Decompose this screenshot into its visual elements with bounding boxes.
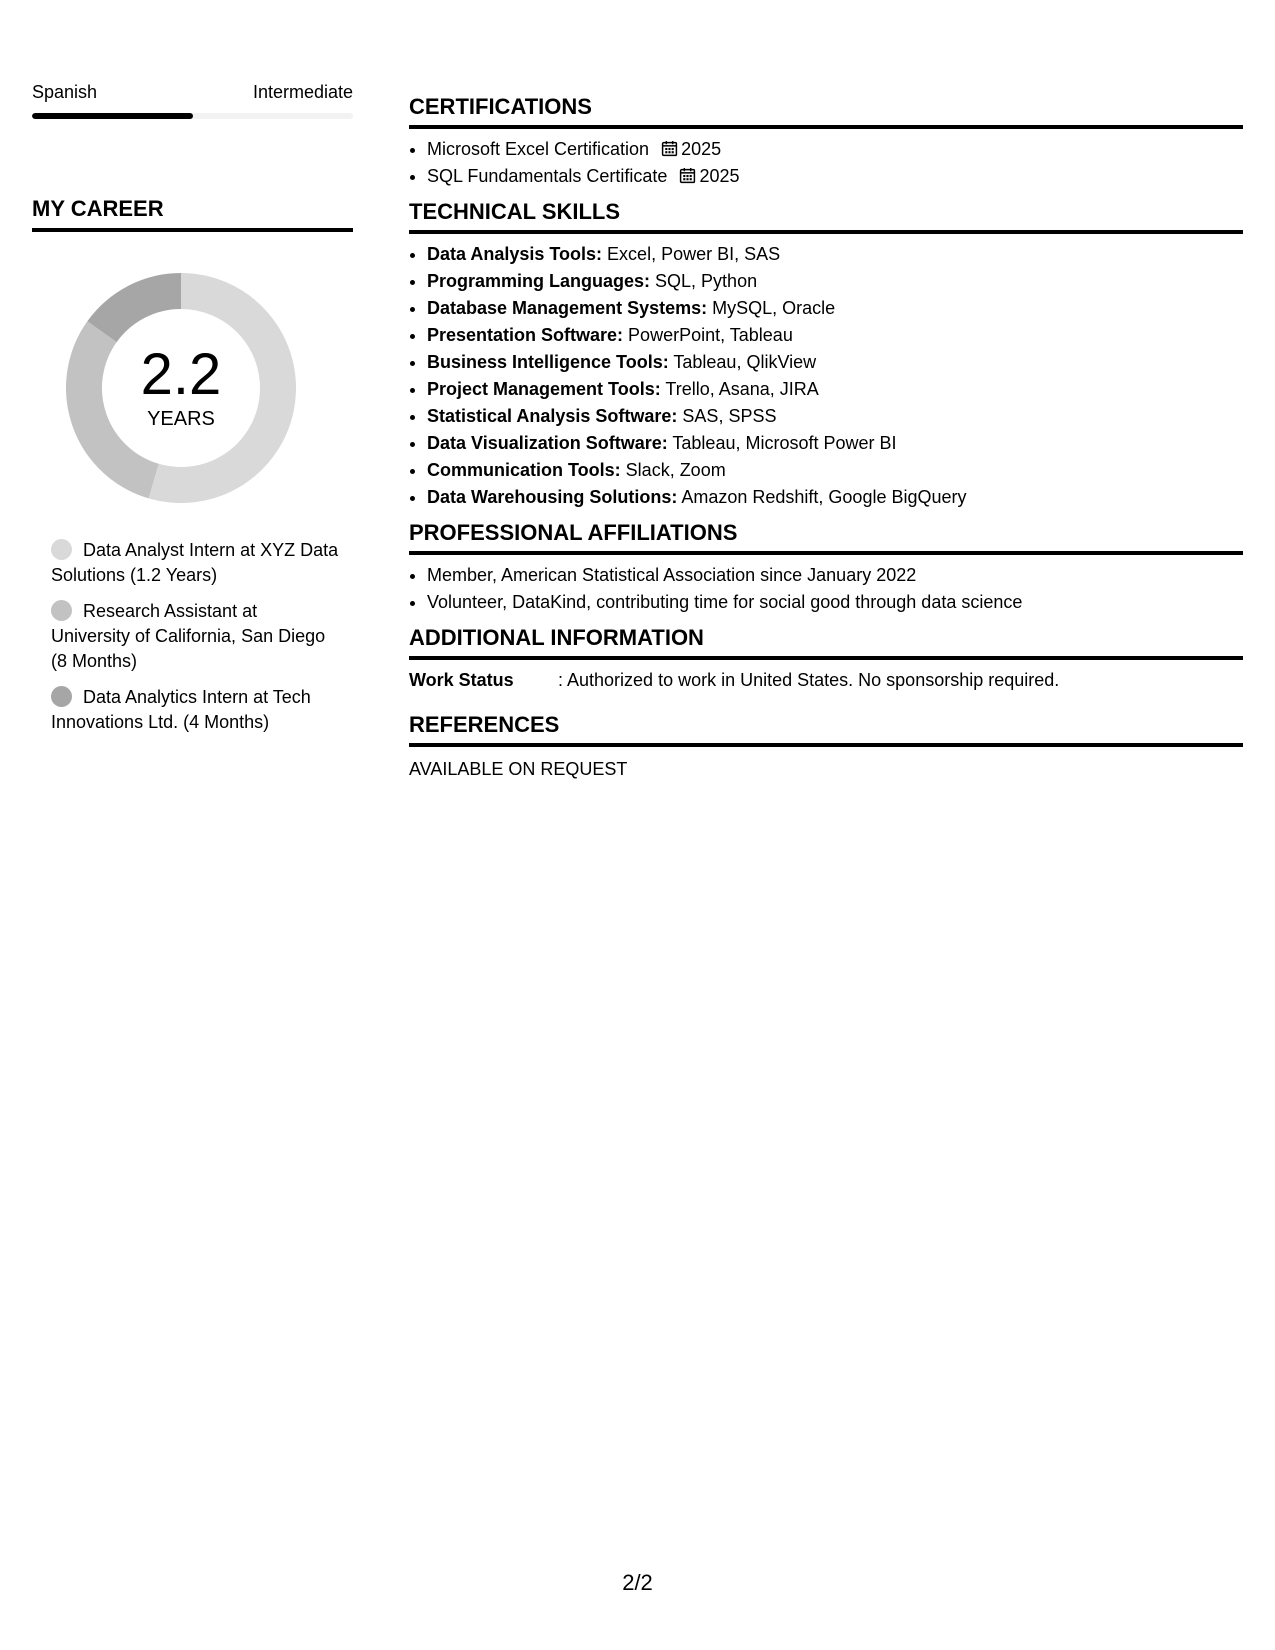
donut-center [66,273,296,503]
skill-label: Programming Languages: [427,271,651,291]
affiliations-section [409,518,1243,616]
certification-name: Microsoft Excel Certification [427,139,650,159]
skill-label: Data Analysis Tools: [427,244,603,264]
skill-value: Trello, Asana, JIRA [660,379,819,399]
work-status-row [409,667,1243,694]
skill-item [427,403,1243,430]
career-item-text: Data Analyst Intern at XYZ Data Solutions (1.2 Years) [51,540,339,585]
career-color-dot [51,600,72,621]
skill-label: Communication Tools: [427,460,621,480]
certification-item [427,136,1243,163]
certification-year: 2025 [681,139,722,159]
references-section [409,710,1243,783]
skill-label: Data Visualization Software: [427,433,668,453]
skill-label: Presentation Software: [427,325,624,345]
skill-value: Slack, Zoom [620,460,726,480]
skill-value: Tableau, Microsoft Power BI [667,433,897,453]
career-list [51,538,341,746]
affiliation-item: • Volunteer, DataKind, contributing time for social good through data science [427,589,1243,616]
language-progress-fill [32,113,193,119]
career-item-text: Research Assistant at University of California, San Diego (8 Months) [51,601,326,671]
affiliation-item: • Member, American Statistical Association since January 2022 [427,562,1243,589]
skill-item [427,484,1243,511]
skill-item [427,295,1243,322]
certifications-title: CERTIFICATIONS [409,92,1243,129]
technical-skills-title: TECHNICAL SKILLS [409,197,1243,234]
career-item-text: Data Analytics Intern at Tech Innovations Ltd. (4 Months) [51,687,311,732]
career-donut-chart [66,273,296,503]
skill-value: Amazon Redshift, Google BigQuery [677,487,967,507]
skill-item [427,457,1243,484]
language-progress-bar [32,113,353,119]
certification-item [427,163,1243,190]
right-column [409,92,1243,783]
affiliations-list [409,562,1243,616]
skill-item [427,268,1243,295]
skill-value: Tableau, QlikView [668,352,817,372]
skill-value: SQL, Python [650,271,758,291]
skill-label: Statistical Analysis Software: [427,406,678,426]
language-level: Intermediate [252,82,353,102]
language-row [32,82,353,106]
references-title: REFERENCES [409,710,1243,747]
skill-label: Database Management Systems: [427,298,708,318]
work-status-label: Work Status [409,670,514,690]
career-item [51,685,341,735]
career-total-unit: YEARS [147,407,215,430]
skill-item [427,241,1243,268]
skill-label: Business Intelligence Tools: [427,352,669,372]
career-color-dot [51,539,72,560]
skill-label: Project Management Tools: [427,379,661,399]
career-section-title: MY CAREER [32,196,353,232]
career-item [51,538,341,588]
references-text: AVAILABLE ON REQUEST [409,759,628,779]
skill-value: MySQL, Oracle [707,298,836,318]
certification-name: SQL Fundamentals Certificate [427,166,668,186]
skill-value: PowerPoint, Tableau [623,325,793,345]
skill-item [427,322,1243,349]
career-item [51,599,341,674]
skill-value: SAS, SPSS [677,406,777,426]
certification-year: 2025 [699,166,740,186]
language-name: Spanish [32,82,98,102]
page-number: 2/2 [622,1570,653,1595]
certifications-section [409,92,1243,190]
calendar-icon [679,167,696,184]
career-total-years: 2.2 [140,341,222,407]
calendar-icon [661,140,678,157]
technical-skills-list [409,241,1243,511]
career-color-dot [51,686,72,707]
skill-label: Data Warehousing Solutions: [427,487,678,507]
technical-skills-section [409,197,1243,511]
work-status-value: : Authorized to work in United States. No sponsorship required. [558,670,1060,690]
certifications-list [409,136,1243,190]
additional-info-title: ADDITIONAL INFORMATION [409,623,1243,660]
skill-value: Excel, Power BI, SAS [602,244,781,264]
affiliations-title: PROFESSIONAL AFFILIATIONS [409,518,1243,555]
additional-info-section [409,623,1243,694]
skill-item [427,376,1243,403]
skill-item [427,430,1243,457]
skill-item [427,349,1243,376]
